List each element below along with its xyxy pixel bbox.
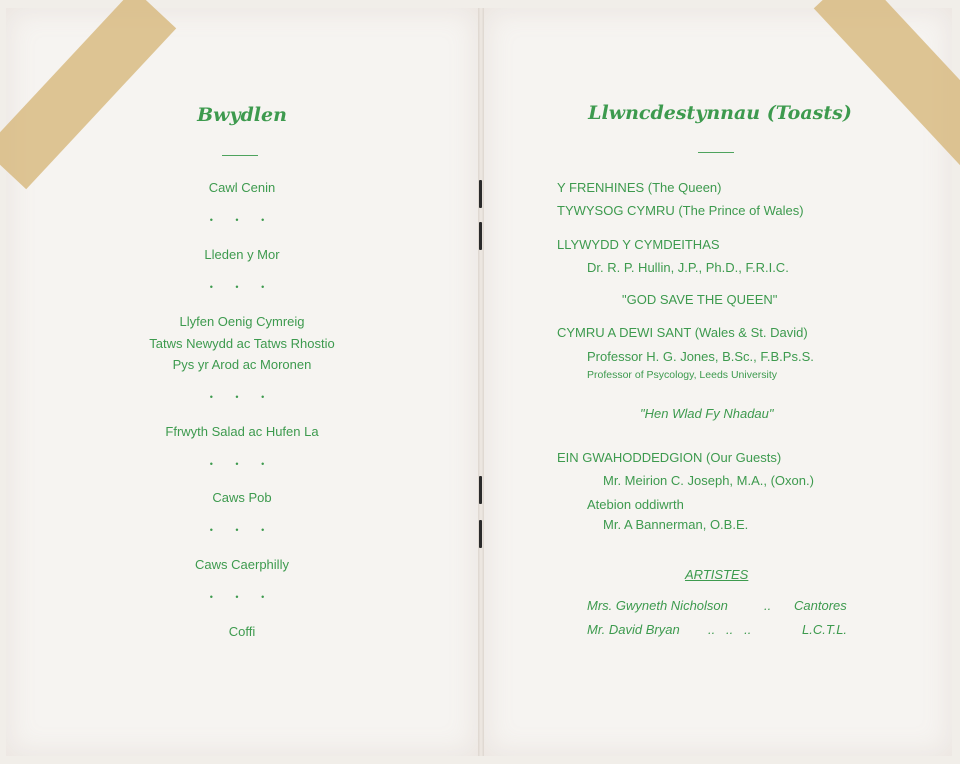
toast-society: LLYWYDD Y CYMDEITHAS	[557, 237, 720, 252]
speaker-role: Professor of Psycology, Leeds University	[587, 369, 778, 381]
toast-prince: TYWYSOG CYMRU (The Prince of Wales)	[557, 203, 804, 218]
toast-queen: Y FRENHINES (The Queen)	[557, 180, 722, 195]
separator-dots: • • •	[209, 392, 275, 402]
anthem-welsh: "Hen Wlad Fy Nhadau"	[640, 406, 774, 421]
toast-wales: CYMRU A DEWI SANT (Wales & St. David)	[557, 325, 808, 340]
artiste-leader: .. .. ..	[708, 622, 752, 637]
menu-title: Bwydlen	[197, 104, 287, 126]
separator-dots: • • •	[209, 215, 275, 225]
staple	[479, 476, 482, 504]
menu-item: Caws Caerphilly	[195, 557, 289, 572]
separator-dots: • • •	[209, 282, 275, 292]
menu-item: Pys yr Arod ac Moronen	[172, 357, 312, 372]
menu-item: Tatws Newydd ac Tatws Rhostio	[149, 336, 335, 351]
anthem: "GOD SAVE THE QUEEN"	[622, 292, 778, 307]
artiste-leader: ..	[764, 598, 772, 613]
separator-dots: • • •	[209, 592, 275, 602]
artiste-name: Mrs. Gwyneth Nicholson	[587, 598, 728, 613]
staple	[479, 222, 482, 250]
reply-label: Atebion oddiwrth	[587, 497, 684, 512]
toasts-title: Llwncdestynnau (Toasts)	[588, 102, 852, 124]
menu-item: Coffi	[228, 624, 256, 639]
menu-item: Ffrwyth Salad ac Hufen La	[165, 424, 319, 439]
toast-speaker: Dr. R. P. Hullin, J.P., Ph.D., F.R.I.C.	[587, 260, 789, 275]
menu-item: Llyfen Oenig Cymreig	[179, 314, 305, 329]
menu-item: Lleden y Mor	[204, 247, 280, 262]
title-rule	[698, 152, 734, 153]
toast-speaker: Professor H. G. Jones, B.Sc., F.B.Ps.S.	[587, 349, 814, 364]
card-fold	[478, 8, 484, 756]
artiste-name: Mr. David Bryan	[587, 622, 680, 637]
staple	[479, 180, 482, 208]
artiste-role: Cantores	[794, 598, 847, 613]
toast-speaker: Mr. Meirion C. Joseph, M.A., (Oxon.)	[603, 473, 814, 488]
toast-guests: EIN GWAHODDEDGION (Our Guests)	[557, 450, 782, 465]
menu-item: Cawl Cenin	[208, 180, 276, 195]
reply-speaker: Mr. A Bannerman, O.B.E.	[603, 517, 749, 532]
separator-dots: • • •	[209, 525, 275, 535]
artistes-heading: ARTISTES	[685, 567, 749, 582]
artiste-role: L.C.T.L.	[802, 622, 848, 637]
menu-item: Caws Pob	[212, 490, 272, 505]
separator-dots: • • •	[209, 459, 275, 469]
staple	[479, 520, 482, 548]
title-rule	[222, 155, 258, 156]
